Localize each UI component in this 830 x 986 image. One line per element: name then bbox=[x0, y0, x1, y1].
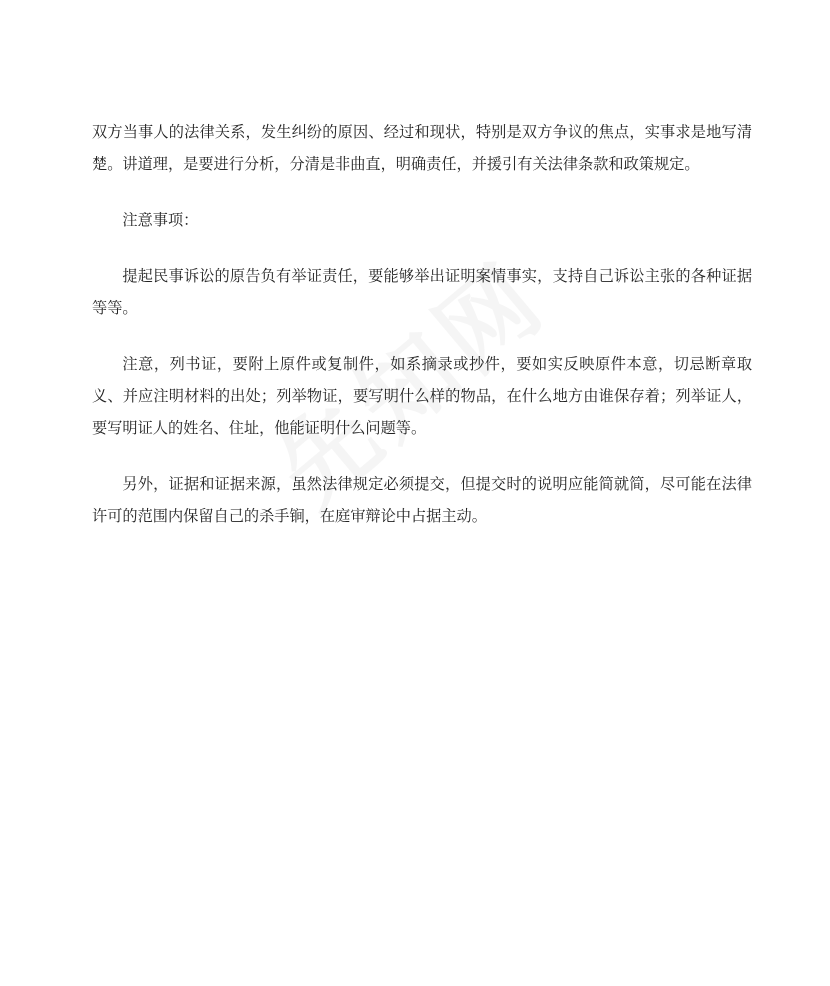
paragraph-burden-of-proof: 提起民事诉讼的原告负有举证责任，要能够举出证明案情事实，支持自己诉讼主张的各种证据等等。 bbox=[92, 267, 752, 317]
document-body bbox=[92, 116, 752, 532]
paragraph-legal-relationship: 双方当事人的法律关系，发生纠纷的原因、经过和现状，特别是双方争议的焦点，实事求是地写清楚。讲道理，是要进行分析，分清是非曲直，明确责任，并援引有关法律条款和政策规定。 bbox=[92, 123, 752, 173]
paragraph-notes-heading: 注意事项： bbox=[122, 211, 199, 229]
paragraph-evidence-strategy: 另外，证据和证据来源，虽然法律规定必须提交，但提交时的说明应能简就简，尽可能在法律许可的范围内保留自己的杀手锏，在庭审辩论中占据主动。 bbox=[92, 475, 752, 525]
paragraph-evidence-listing: 注意，列书证，要附上原件或复制件，如系摘录或抄件，要如实反映原件本意，切忌断章取义、并应注明材料的出处；列举物证，要写明什么样的物品，在什么地方由谁保存着；列举证人，要写明证人的姓名、住址，他能证明什么问题等。 bbox=[92, 355, 752, 437]
